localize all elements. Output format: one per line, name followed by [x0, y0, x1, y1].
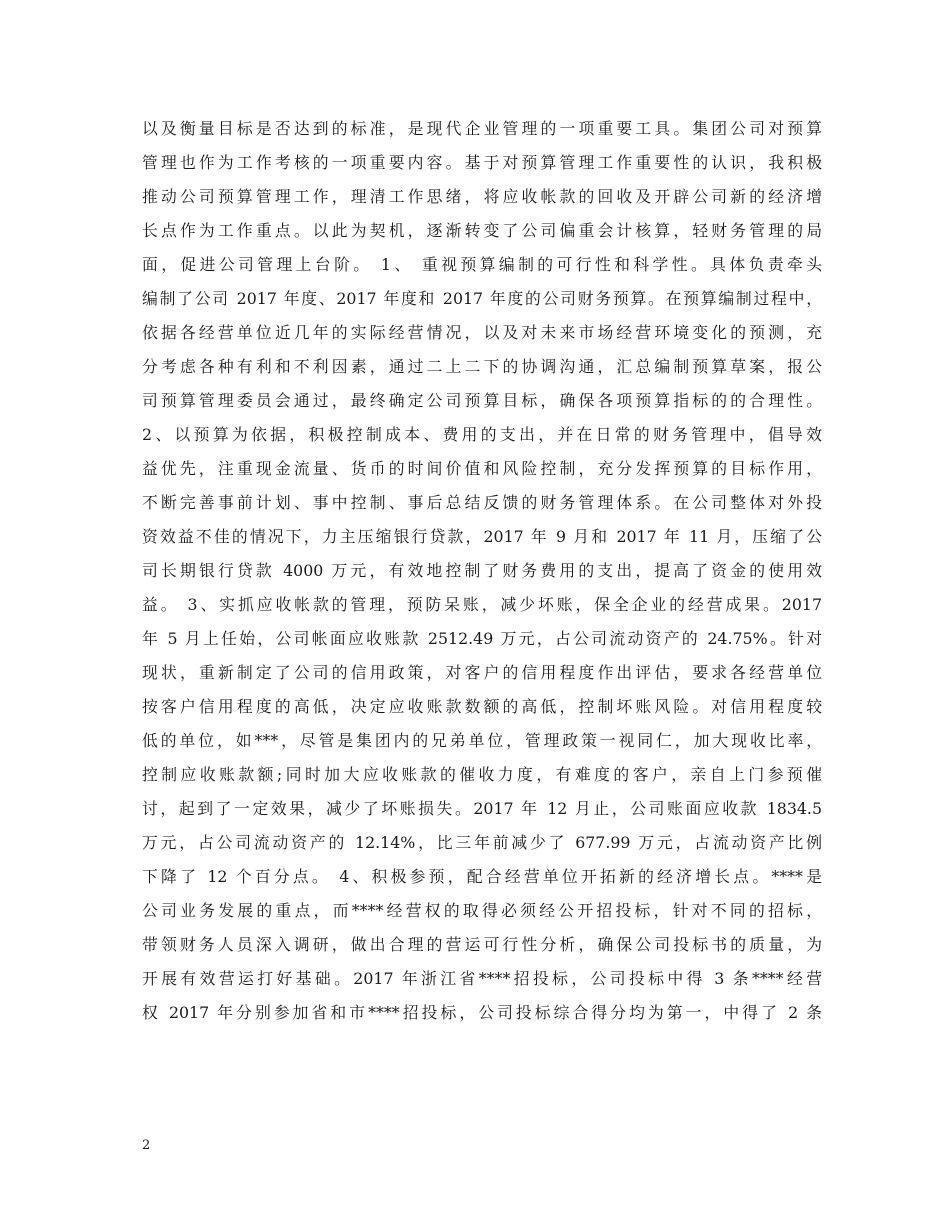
text-line: 按客户信用程度的高低，决定应收账款数额的高低，控制坏账风险。对信用程度较	[142, 697, 822, 716]
text-line: 权 2017 年分别参加省和市****招投标，公司投标综合得分均为第一，中得了 2 条	[142, 1003, 822, 1022]
text-line: 公司业务发展的重点，而****经营权的取得必须经公开招投标，针对不同的招标，	[142, 901, 822, 920]
text-line: 讨，起到了一定效果，减少了坏账损失。2017 年 12 月止，公司账面应收款 1834.5	[142, 799, 822, 818]
text-line: 益。 3、实抓应收帐款的管理，预防呆账，减少坏账，保全企业的经营成果。2017	[142, 595, 822, 614]
body-text	[142, 112, 822, 1030]
text-line: 长点作为工作重点。以此为契机，逐渐转变了公司偏重会计核算，轻财务管理的局	[142, 221, 822, 240]
text-line: 益优先，注重现金流量、货币的时间价值和风险控制，充分发挥预算的目标作用，	[142, 459, 822, 478]
text-line: 万元，占公司流动资产的 12.14%，比三年前减少了 677.99 万元，占流动资产比例	[142, 833, 822, 852]
text-line: 编制了公司 2017 年度、2017 年度和 2017 年度的公司财务预算。在预算编制过程中，	[142, 289, 822, 308]
text-line: 以及衡量目标是否达到的标准，是现代企业管理的一项重要工具。集团公司对预算	[142, 119, 822, 138]
text-line: 2、以预算为依据，积极控制成本、费用的支出，并在日常的财务管理中，倡导效	[142, 425, 822, 444]
text-line: 控制应收账款额;同时加大应收账款的催收力度，有难度的客户，亲自上门参预催	[142, 765, 822, 784]
text-line: 面，促进公司管理上台阶。 1、 重视预算编制的可行性和科学性。具体负责牵头	[142, 255, 822, 274]
page-number: 2	[142, 1138, 151, 1153]
text-line: 不断完善事前计划、事中控制、事后总结反馈的财务管理体系。在公司整体对外投	[142, 493, 822, 512]
text-line: 带领财务人员深入调研，做出合理的营运可行性分析，确保公司投标书的质量，为	[142, 935, 822, 954]
text-line: 开展有效营运打好基础。2017 年浙江省****招投标，公司投标中得 3 条****经营	[142, 969, 822, 988]
text-line: 管理也作为工作考核的一项重要内容。基于对预算管理工作重要性的认识，我积极	[142, 153, 822, 172]
text-line: 依据各经营单位近几年的实际经营情况，以及对未来市场经营环境变化的预测，充	[142, 323, 822, 342]
text-line: 低的单位，如***，尽管是集团内的兄弟单位，管理政策一视同仁，加大现收比率，	[142, 731, 822, 750]
text-line: 年 5 月上任始，公司帐面应收账款 2512.49 万元，占公司流动资产的 24.75%。针对	[142, 629, 822, 648]
text-line: 分考虑各种有利和不利因素，通过二上二下的协调沟通，汇总编制预算草案，报公	[142, 357, 822, 376]
text-line: 推动公司预算管理工作，理清工作思绪，将应收帐款的回收及开辟公司新的经济增	[142, 187, 822, 206]
text-line: 司长期银行贷款 4000 万元，有效地控制了财务费用的支出，提高了资金的使用效	[142, 561, 822, 580]
text-line: 下降了 12 个百分点。 4、积极参预，配合经营单位开拓新的经济增长点。****是	[142, 867, 822, 886]
text-line: 现状，重新制定了公司的信用政策，对客户的信用程度作出评估，要求各经营单位	[142, 663, 822, 682]
text-line: 资效益不佳的情况下，力主压缩银行贷款，2017 年 9 月和 2017 年 11 月，压缩了公	[142, 527, 822, 546]
text-line: 司预算管理委员会通过，最终确定公司预算目标，确保各项预算指标的的合理性。	[142, 391, 822, 410]
